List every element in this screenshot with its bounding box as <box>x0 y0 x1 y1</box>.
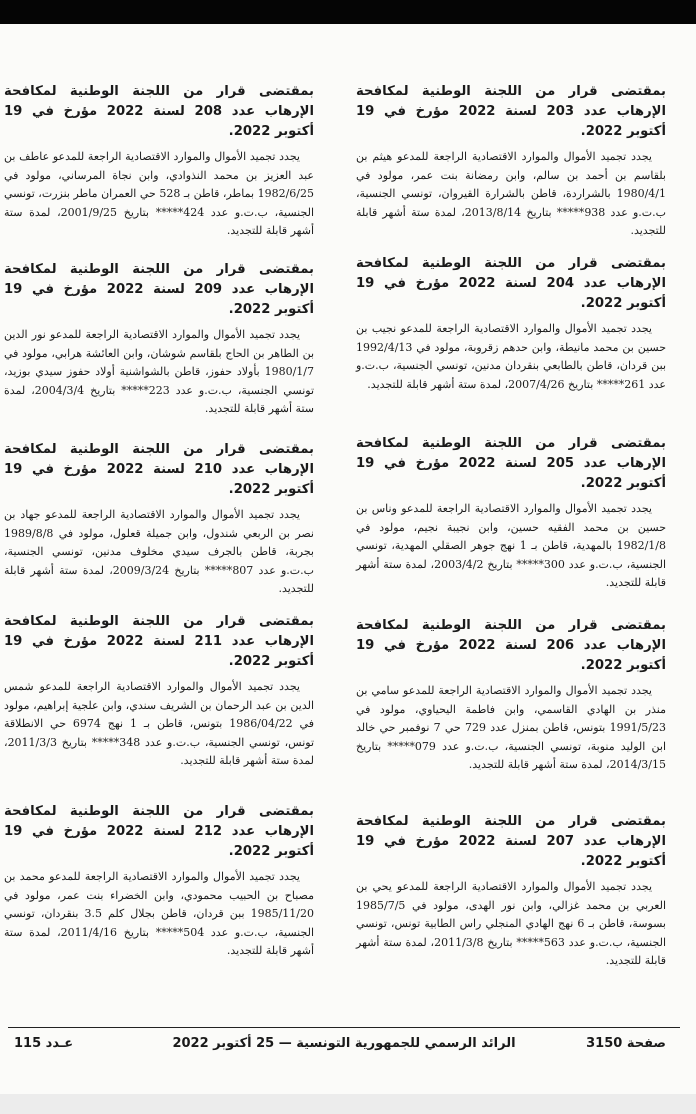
decision-title: بمقتضى قرار من اللجنة الوطنية لمكافحة الإرهاب عدد 207 لسنة 2022 مؤرخ في 19 أكتوبر 2022. <box>356 814 667 869</box>
decision-body: يجدد تجميد الأموال والموارد الاقتصادية الراجعة للمدعو محمد بن مصباح بن الحبيب محمودي، وابن الخضراء بنت عمر، مولود في 1985/11/20 ببن قردان، قاطن بجلال كلم 3.5 بنقردان، تونسي الجنسية، ب.ت.و عدد 504***** بتاريخ 2011/4/16، لمدة ستة أشهر قابلة للتجديد. <box>4 870 314 957</box>
decision-208 <box>4 82 314 260</box>
decision-body: يجدد تجميد الأموال والموارد الاقتصادية الراجعة للمدعو وناس بن حسين بن محمد الفقيه حسين، وابن نجيبة نجيم، مولود في 1982/1/8 بالمهدية، قاطن بـ 1 نهج جوهر الصقلي المهدية، تونسي الجنسية، ب.ت.و عدد 300***** بتاريخ 2003/4/2، لمدة ستة أشهر قابلة للتجديد. <box>356 502 666 589</box>
decision-211 <box>4 612 314 802</box>
left-column <box>4 82 314 961</box>
decision-title: بمقتضى قرار من اللجنة الوطنية لمكافحة الإرهاب عدد 204 لسنة 2022 مؤرخ في 19 أكتوبر 2022. <box>356 256 667 311</box>
decision-205 <box>356 434 666 616</box>
decision-body: يجدد تجميد الأموال والموارد الاقتصادية الراجعة للمدعو نجيب بن حسين بن محمد مانيطة، وابن حدهم زقروبة، مولود في 1992/4/13 ببن قردان، قاطن بالطابعي بنقردان مدنين، تونسي الجنسية، ب.ت.و عدد 261***** بتاريخ 2007/4/26، لمدة ستة أشهر قابلة للتجديد. <box>356 322 666 391</box>
decision-title: بمقتضى قرار من اللجنة الوطنية لمكافحة الإرهاب عدد 211 لسنة 2022 مؤرخ في 19 أكتوبر 2022. <box>4 614 315 669</box>
decision-body: يجدد تجميد الأموال والموارد الاقتصادية الراجعة للمدعو نور الدين بن الطاهر بن الحاج بلقاسم شوشان، وابن العائشة هرابي، مولود في 1980/1/7 بأولاد حفوز، قاطن بالشواشنية أولاد حفوز سيدي بوزيد، تونسي الجنسية، ب.ت.و عدد 223***** بتاريخ 2004/3/4، لمدة ستة أشهر قابلة للتجديد. <box>4 328 315 415</box>
decision-body: يجدد تجميد الأموال والموارد الاقتصادية الراجعة للمدعو شمس الدين بن عبد الرحمان بن الشريف سندي، وابن علجية إبراهيم، مولود في 1986/04/22 بتونس، قاطن بـ 1 نهج 6974 حي الانطلاقة تونس، تونسي الجنسية، ب.ت.و عدد 348***** بتاريخ 2011/3/3، لمدة ستة أشهر قابلة للتجديد. <box>4 680 314 767</box>
right-column <box>356 82 666 971</box>
decision-206 <box>356 616 666 812</box>
decision-title: بمقتضى قرار من اللجنة الوطنية لمكافحة الإرهاب عدد 203 لسنة 2022 مؤرخ في 19 أكتوبر 2022. <box>356 84 667 139</box>
decision-title: بمقتضى قرار من اللجنة الوطنية لمكافحة الإرهاب عدد 210 لسنة 2022 مؤرخ في 19 أكتوبر 2022. <box>4 442 315 497</box>
decision-body: يجدد تجميد الأموال والموارد الاقتصادية الراجعة للمدعو سامي بن منذر بن الهادي القاسمي، وابن فاطمة اليحياوي، مولود في 1991/5/23 بتونس، قاطن بمنزل عدد 729 حي 7 نوفمبر حي خالد ابن الوليد منوبة، تونسي الجنسية، ب.ت.و عدد 079***** بتاريخ 2014/3/15، لمدة ستة أشهر قابلة للتجديد. <box>356 684 667 771</box>
decision-title: بمقتضى قرار من اللجنة الوطنية لمكافحة الإرهاب عدد 206 لسنة 2022 مؤرخ في 19 أكتوبر 2022. <box>356 618 667 673</box>
decision-210 <box>4 440 314 612</box>
decision-204 <box>356 254 666 434</box>
gazette-page <box>0 24 696 1094</box>
decision-203 <box>356 82 666 254</box>
decision-body: يجدد تجميد الأموال والموارد الاقتصادية الراجعة للمدعو عاطف بن عبد العزيز بن محمد النذوادي، وابن نجاة المرساني، مولود في 1982/6/25 بماطر، قاطن بـ 528 حي العمران ماطر بنزرت، تونسي الجنسية، ب.ت.و عدد 424***** بتاريخ 2001/9/25، لمدة ستة أشهر قابلة للتجديد. <box>4 150 314 237</box>
bottom-strip <box>0 1094 696 1114</box>
decision-title: بمقتضى قرار من اللجنة الوطنية لمكافحة الإرهاب عدد 212 لسنة 2022 مؤرخ في 19 أكتوبر 2022. <box>4 804 315 859</box>
issue-number: عـدد 115 <box>14 1036 74 1051</box>
page-number: صفحة 3150 <box>586 1036 666 1051</box>
decision-209 <box>4 260 314 440</box>
decision-207 <box>356 812 666 971</box>
decision-body: يجدد تجميد الأموال والموارد الاقتصادية الراجعة للمدعو جهاد بن نصر بن الربعي شندول، وابن جميلة قعلول، مولود في 1989/8/8 بجربة، قاطن بالجرف سيدي مخلوف مدنين، تونسي الجنسية، ب.ت.و عدد 807***** بتاريخ 2009/3/24، لمدة ستة أشهر قابلة للتجديد. <box>4 508 315 595</box>
footer-rule <box>8 1027 680 1028</box>
decision-212 <box>4 802 314 961</box>
decision-body: يجدد تجميد الأموال والموارد الاقتصادية الراجعة للمدعو يحي بن العربي بن محمد غزالي، وابن نور الهدى، مولود في 1985/7/5 بسوسة، قاطن بـ 6 نهج الهادي المنجلي راس الطابية تونس، تونسي الجنسية، ب.ت.و عدد 563***** بتاريخ 2011/3/8، لمدة ستة أشهر قابلة للتجديد. <box>356 880 666 967</box>
decision-title: بمقتضى قرار من اللجنة الوطنية لمكافحة الإرهاب عدد 209 لسنة 2022 مؤرخ في 19 أكتوبر 2022. <box>4 262 315 317</box>
decision-title: بمقتضى قرار من اللجنة الوطنية لمكافحة الإرهاب عدد 205 لسنة 2022 مؤرخ في 19 أكتوبر 2022. <box>356 436 667 491</box>
top-black-strip <box>0 0 696 24</box>
decision-body: يجدد تجميد الأموال والموارد الاقتصادية الراجعة للمدعو هيثم بن بلقاسم بن أحمد بن سالم، وابن رمضانة بنت عمر، مولود في 1980/4/1 بالشراردة، قاطن بالشرارة القيروان، تونسي الجنسية، ب.ت.و عدد 938***** بتاريخ 2013/8/14، لمدة ستة أشهر قابلة للتجديد. <box>356 150 667 237</box>
decision-title: بمقتضى قرار من اللجنة الوطنية لمكافحة الإرهاب عدد 208 لسنة 2022 مؤرخ في 19 أكتوبر 2022. <box>4 84 315 139</box>
gazette-title-date: الرائد الرسمي للجمهورية التونسية — 25 أكتوبر 2022 <box>172 1036 516 1051</box>
page-footer <box>8 1036 680 1058</box>
